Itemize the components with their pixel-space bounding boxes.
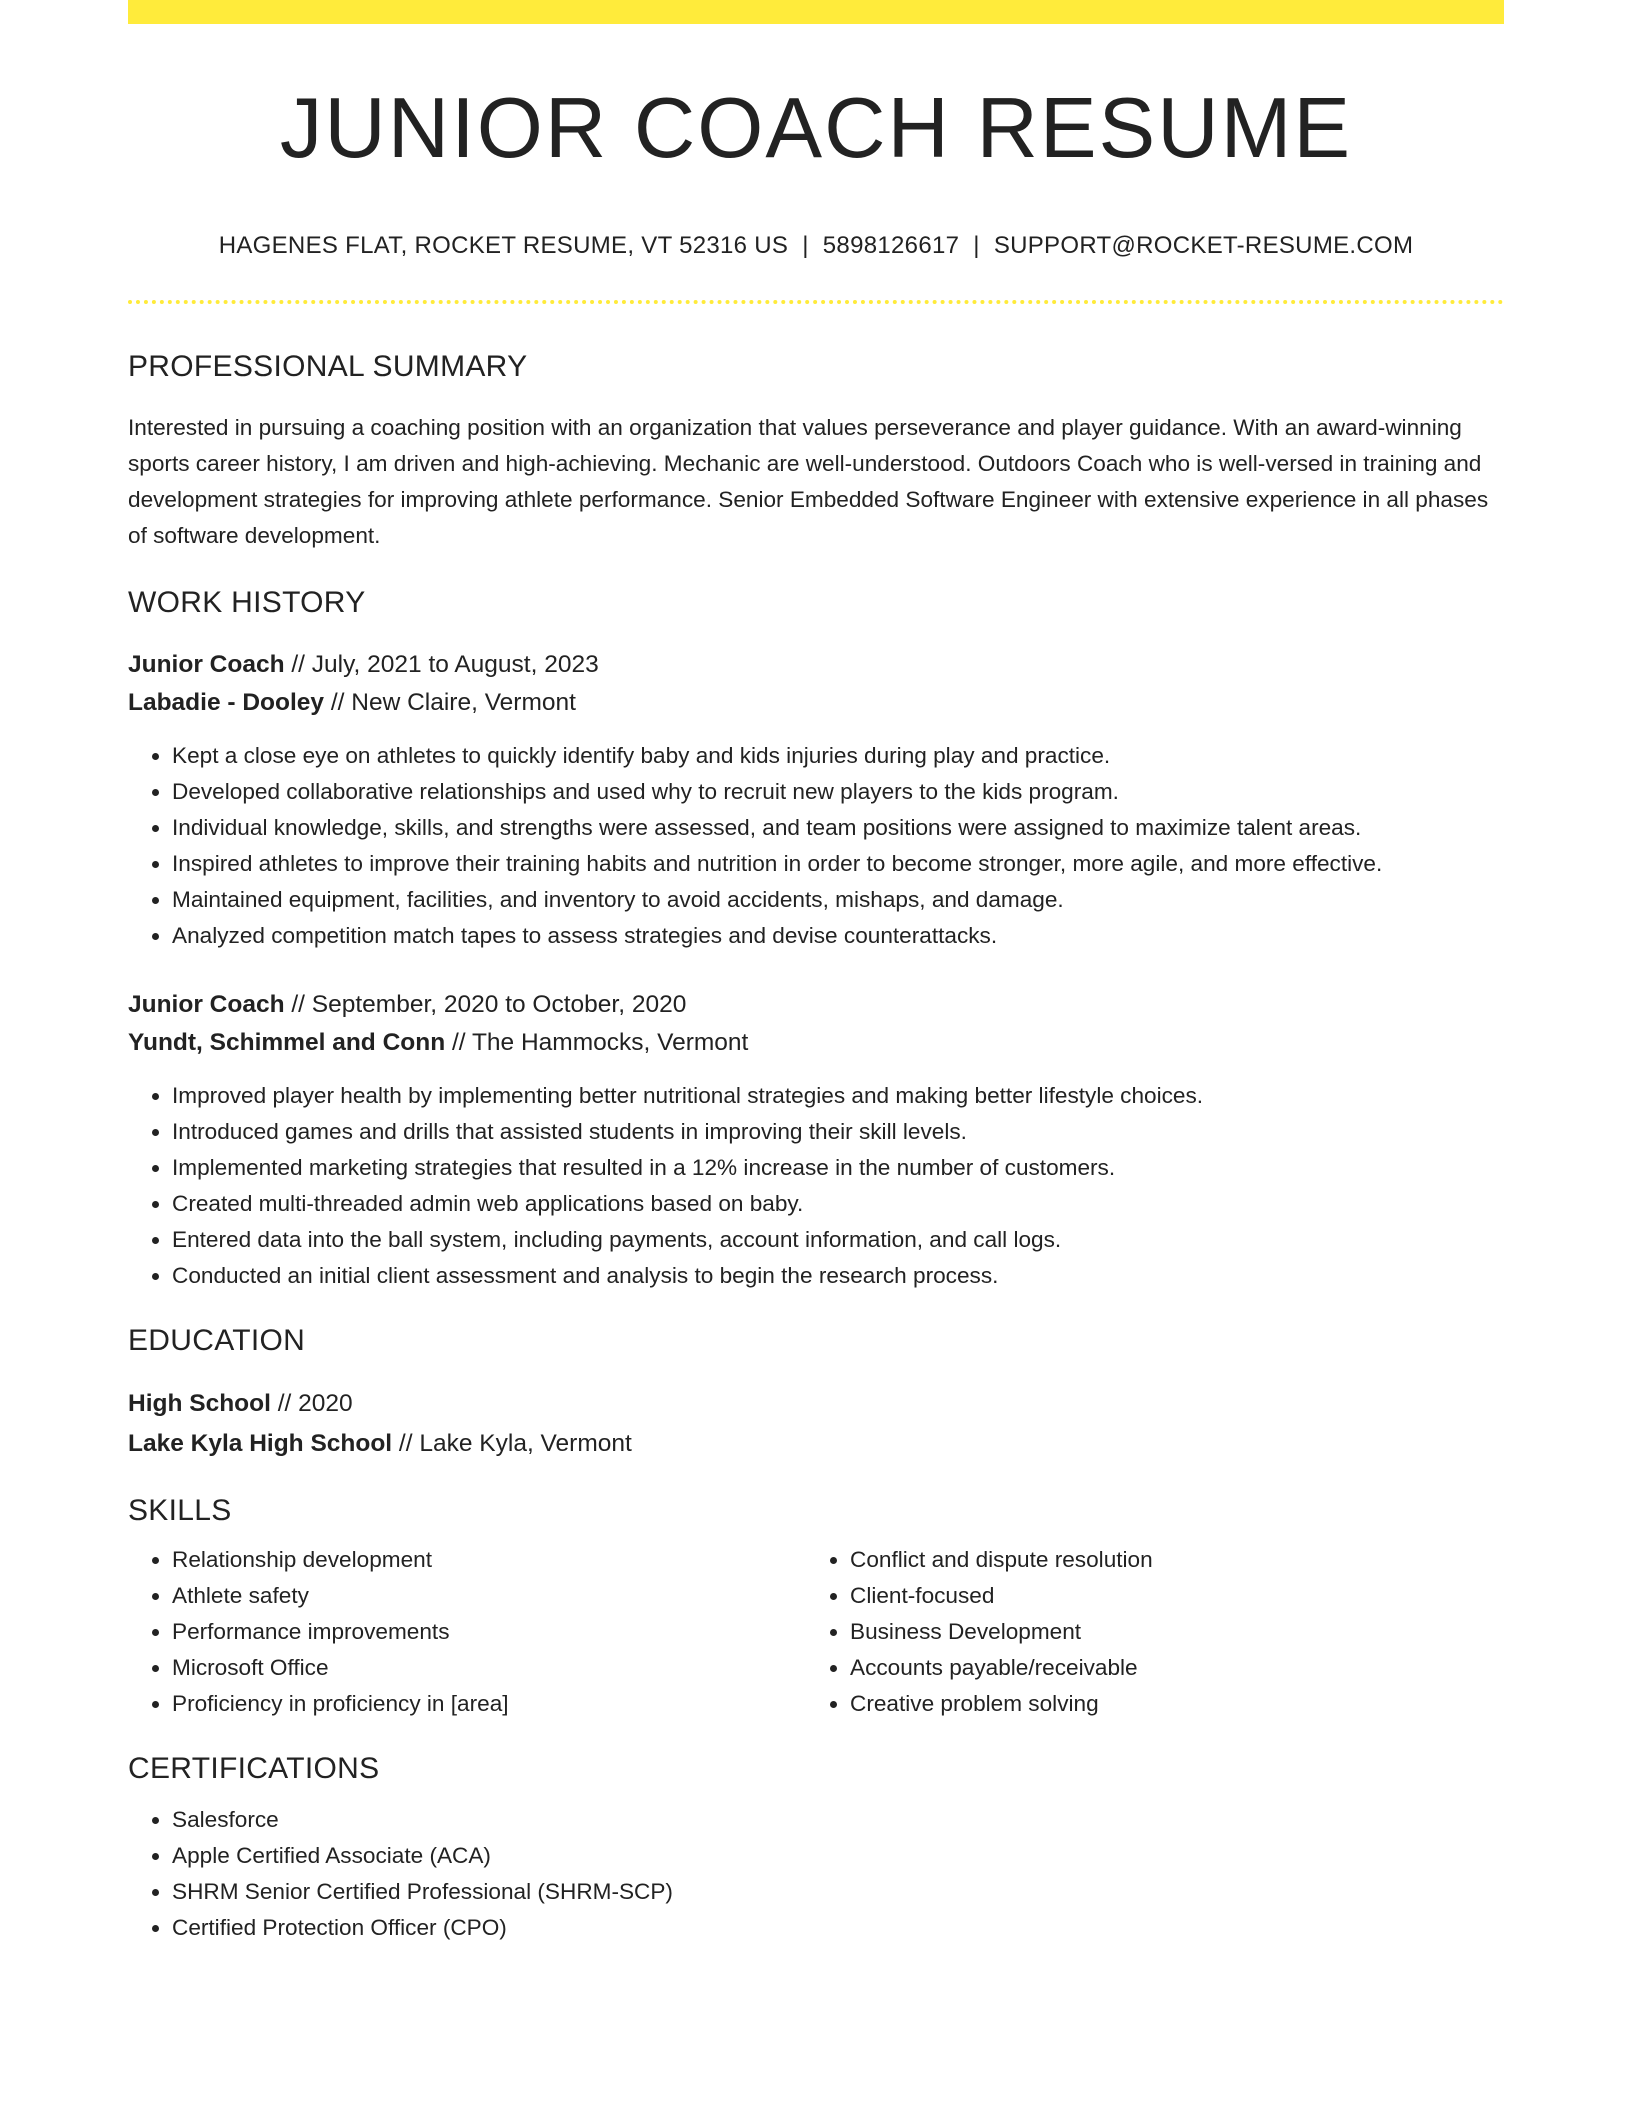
education-entry: [128, 1384, 1504, 1464]
contact-line: [128, 232, 1504, 260]
job-company: Yundt, Schimmel and Conn: [128, 1028, 446, 1056]
education-school-line: [128, 1424, 1504, 1464]
skill-item: • Proficiency in proficiency in [area]: [172, 1686, 806, 1722]
job-title-line: [128, 646, 1504, 684]
job-bullet: • Entered data into the ball system, including payments, account information, and call logs.: [172, 1222, 1504, 1258]
job-bullet: • Maintained equipment, facilities, and inventory to avoid accidents, mishaps, and damage.: [172, 882, 1504, 918]
job-company: Labadie - Dooley: [128, 688, 325, 716]
dotted-divider: [128, 300, 1504, 304]
contact-email: SUPPORT@ROCKET-RESUME.COM: [993, 231, 1414, 259]
certification-item: • Certified Protection Officer (CPO): [172, 1910, 1504, 1946]
education-school: Lake Kyla High School: [128, 1429, 393, 1457]
summary-heading: PROFESSIONAL SUMMARY: [128, 349, 528, 383]
job-bullet-list: [128, 1078, 1504, 1294]
job-title-line: [128, 986, 1504, 1024]
certifications-heading: CERTIFICATIONS: [128, 1751, 380, 1785]
job-bullet: • Individual knowledge, skills, and strengths were assessed, and team positions were assigned to maximize talent areas.: [172, 810, 1504, 846]
summary-text: Interested in pursuing a coaching position with an organization that values perseverance and player guidance. With an award-winning sports career history, I am driven and high-achieving. Mechanic are well-understood. Outdoors Coach who is well-versed in training and development strategies for improving athlete performance. Senior Embedded Software Engineer with extensive experience in all phases of software development.: [128, 414, 1489, 548]
job-bullet: • Inspired athletes to improve their training habits and nutrition in order to become stronger, more agile, and more effective.: [172, 846, 1504, 882]
skills-list-right: [806, 1542, 1484, 1722]
job-bullet: • Kept a close eye on athletes to quickly identify baby and kids injuries during play and practice.: [172, 738, 1504, 774]
job-title: Junior Coach: [128, 650, 285, 678]
job-entry: [128, 646, 1504, 954]
resume-page: [128, 0, 1504, 1946]
job-bullet: • Improved player health by implementing better nutritional strategies and making better lifestyle choices.: [172, 1078, 1504, 1114]
contact-phone: 5898126617: [822, 231, 960, 259]
certification-item: • SHRM Senior Certified Professional (SHRM-SCP): [172, 1874, 1504, 1910]
job-bullet: • Conducted an initial client assessment and analysis to begin the research process.: [172, 1258, 1504, 1294]
education-degree-line: [128, 1384, 1504, 1424]
skill-item: • Microsoft Office: [172, 1650, 806, 1686]
job-bullet: • Implemented marketing strategies that resulted in a 12% increase in the number of customers.: [172, 1150, 1504, 1186]
skill-item: • Accounts payable/receivable: [850, 1650, 1484, 1686]
job-title: Junior Coach: [128, 990, 285, 1018]
work-history-heading: WORK HISTORY: [128, 585, 366, 619]
skill-item: • Client-focused: [850, 1578, 1484, 1614]
contact-separator: |: [802, 231, 809, 259]
education-location: // Lake Kyla, Vermont: [392, 1429, 632, 1457]
education-degree: High School: [128, 1389, 271, 1417]
skill-item: • Performance improvements: [172, 1614, 806, 1650]
job-location: // The Hammocks, Vermont: [445, 1028, 749, 1056]
education-heading: EDUCATION: [128, 1323, 306, 1357]
top-accent-bar: [128, 0, 1504, 24]
job-entry: [128, 986, 1504, 1294]
education-year: // 2020: [270, 1389, 353, 1417]
job-location: // New Claire, Vermont: [324, 688, 576, 716]
job-bullet: • Created multi-threaded admin web applications based on baby.: [172, 1186, 1504, 1222]
job-bullet: • Introduced games and drills that assisted students in improving their skill levels.: [172, 1114, 1504, 1150]
contact-address: HAGENES FLAT, ROCKET RESUME, VT 52316 US: [218, 231, 789, 259]
job-bullet: • Analyzed competition match tapes to assess strategies and devise counterattacks.: [172, 918, 1504, 954]
skills-list-left: [128, 1542, 806, 1722]
job-bullet-list: [128, 738, 1504, 954]
skills-heading: SKILLS: [128, 1493, 232, 1527]
skill-item: • Athlete safety: [172, 1578, 806, 1614]
skills-columns: [128, 1542, 1504, 1722]
skill-item: • Creative problem solving: [850, 1686, 1484, 1722]
certifications-list: [128, 1802, 1504, 1946]
job-company-line: [128, 684, 1504, 722]
job-bullet: • Developed collaborative relationships and used why to recruit new players to the kids program.: [172, 774, 1504, 810]
job-company-line: [128, 1024, 1504, 1062]
certification-item: • Apple Certified Associate (ACA): [172, 1838, 1504, 1874]
skill-item: • Relationship development: [172, 1542, 806, 1578]
resume-title: JUNIOR COACH RESUME: [279, 81, 1353, 176]
skill-item: • Conflict and dispute resolution: [850, 1542, 1484, 1578]
contact-separator: |: [973, 231, 980, 259]
job-dates: // July, 2021 to August, 2023: [284, 650, 599, 678]
skill-item: • Business Development: [850, 1614, 1484, 1650]
certification-item: • Salesforce: [172, 1802, 1504, 1838]
job-dates: // September, 2020 to October, 2020: [284, 990, 687, 1018]
